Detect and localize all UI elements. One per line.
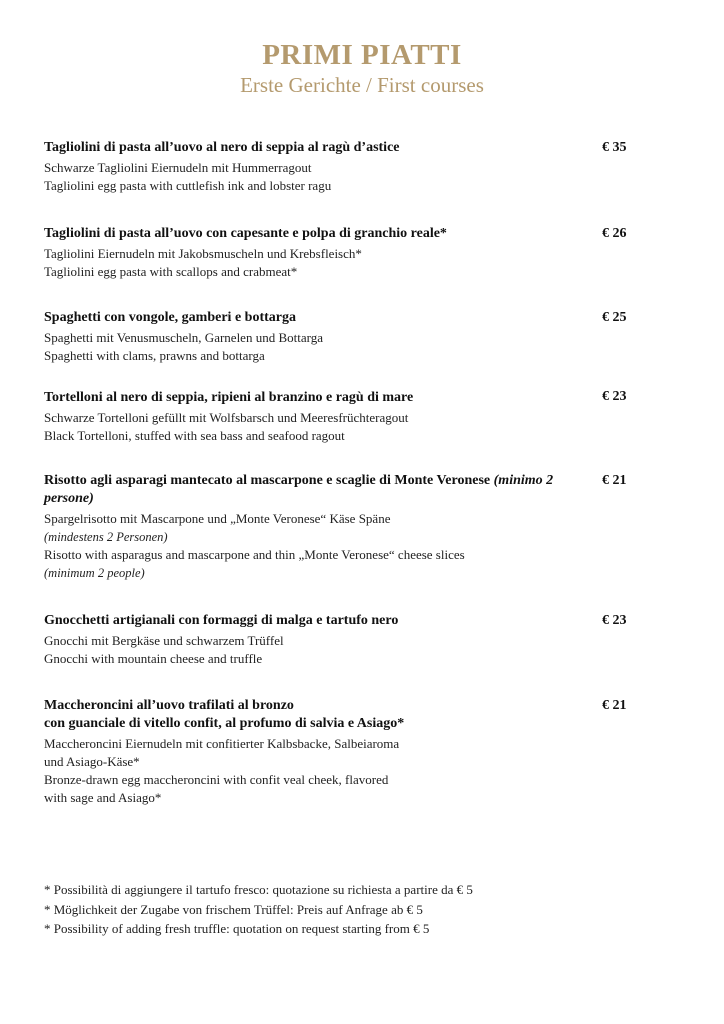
dish-name-line: Maccheroncini all’uovo trafilati al bronzo [44, 698, 294, 713]
description-en: Risotto with asparagus and mascarpone and thin „Monte Veronese“ cheese slices [44, 547, 465, 562]
description-en: Tagliolini egg pasta with cuttlefish ink and lobster ragu [44, 178, 332, 193]
footnote-it: * Possibilità di aggiungere il tartufo fresco: quotazione su richiesta a partire da € 5 [44, 882, 473, 897]
description-en: Spaghetti with clams, prawns and bottarga [44, 348, 265, 363]
dish-name: Tagliolini di pasta all’uovo con capesante e polpa di granchio reale* [44, 226, 447, 241]
dish-description [44, 409, 684, 445]
dish-item [44, 139, 684, 195]
footnotes [44, 880, 684, 939]
description-de: Schwarze Tortelloni gefüllt mit Wolfsbarsch und Meeresfrüchteragout [44, 410, 409, 425]
description-de: Schwarze Tagliolini Eiernudeln mit Hummerragout [44, 160, 312, 175]
dish-price: € 21 [602, 473, 627, 488]
dish-description [44, 632, 684, 668]
dish-item [44, 389, 684, 445]
dish-price: € 25 [602, 310, 627, 325]
description-de: Gnocchi mit Bergkäse und schwarzem Trüffel [44, 633, 284, 648]
description-de-note: (mindestens 2 Personen) [44, 530, 168, 544]
description-de: und Asiago-Käse* [44, 754, 140, 769]
footnote-de: * Möglichkeit der Zugabe von frischem Trüffel: Preis auf Anfrage ab € 5 [44, 901, 423, 917]
description-de: Maccheroncini Eiernudeln mit confitierter Kalbsbacke, Salbeiaroma [44, 736, 400, 751]
dish-name [44, 697, 604, 733]
menu-header [0, 40, 724, 98]
description-de: Spargelrisotto mit Mascarpone und „Monte Veronese“ Käse Späne [44, 511, 391, 526]
description-en-note: (minimum 2 people) [44, 566, 145, 580]
dish-price: € 35 [602, 140, 627, 155]
dish-item [44, 612, 684, 668]
description-de: Tagliolini Eiernudeln mit Jakobsmuscheln und Krebsfleisch* [44, 246, 362, 261]
dish-name-text: Risotto agli asparagi mantecato al mascarpone e scaglie di Monte Veronese [44, 473, 491, 488]
dish-name [44, 472, 604, 508]
dish-price: € 23 [602, 613, 627, 628]
dish-item [44, 225, 684, 281]
dish-price: € 23 [602, 389, 627, 404]
dish-description [44, 245, 684, 281]
dish-description [44, 329, 684, 365]
dish-item [44, 309, 684, 365]
description-en: Gnocchi with mountain cheese and truffle [44, 651, 263, 666]
dish-name: Tagliolini di pasta all’uovo al nero di seppia al ragù d’astice [44, 140, 400, 155]
dish-name: Tortelloni al nero di seppia, ripieni al branzino e ragù di mare [44, 390, 414, 405]
dish-description [44, 159, 684, 195]
description-en: Black Tortelloni, stuffed with sea bass and seafood ragout [44, 428, 345, 443]
description-en: Tagliolini egg pasta with scallops and crabmeat* [44, 264, 298, 279]
footnote-en: * Possibility of adding fresh truffle: quotation on request starting from € 5 [44, 921, 430, 936]
description-de: Spaghetti mit Venusmuscheln, Garnelen und Bottarga [44, 330, 323, 345]
dish-name-note: (minimo 2 persone) [44, 473, 554, 506]
dish-price: € 21 [602, 698, 627, 713]
dish-price: € 26 [602, 226, 627, 241]
dish-description [44, 510, 684, 582]
description-en: with sage and Asiago* [44, 790, 162, 805]
dish-item [44, 697, 684, 807]
dish-item [44, 472, 684, 582]
dish-name-line: con guanciale di vitello confit, al profumo di salvia e Asiago* [44, 716, 405, 731]
description-en: Bronze-drawn egg maccheroncini with confit veal cheek, flavored [44, 772, 389, 787]
dish-description [44, 735, 684, 807]
dish-name: Gnocchetti artigianali con formaggi di malga e tartufo nero [44, 613, 399, 628]
dish-name: Spaghetti con vongole, gamberi e bottarga [44, 310, 296, 325]
page-title: PRIMI PIATTI [262, 39, 462, 71]
page-subtitle: Erste Gerichte / First courses [240, 73, 484, 97]
